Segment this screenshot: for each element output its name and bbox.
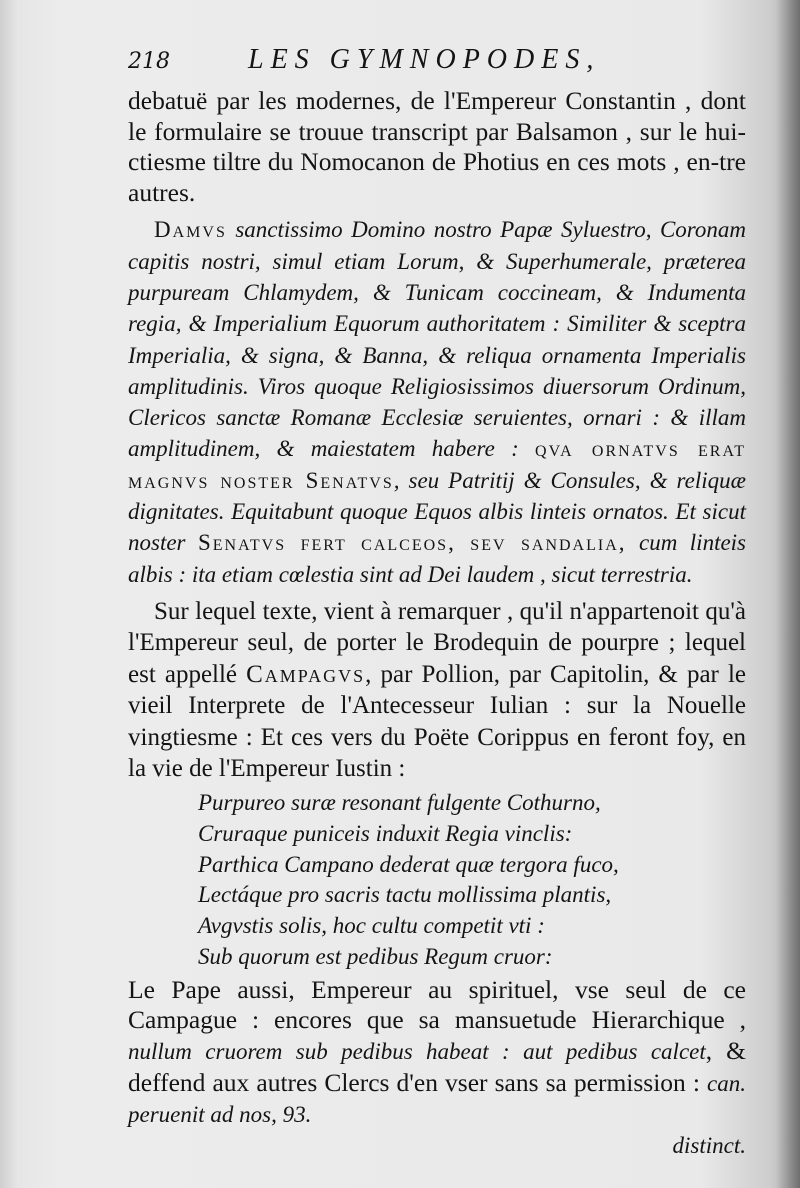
paragraph2-caps: Campagvs [246, 660, 366, 688]
verse-line: Purpureo suræ resonant fulgente Cothurno, [198, 790, 601, 816]
latin-caps-1: qva ornatvs erat magnvs noster Senatvs [128, 436, 747, 493]
verse-line: Lectáque pro sacris tactu mollissima plantis, [198, 882, 612, 908]
page-header [128, 44, 746, 86]
paragraph-pope [128, 975, 746, 1162]
latin-text-2: , seu Patritij & Consules, & reliquæ dignitates. Equitabunt quoque Equos albis linteis ornatos. Et sicut noster [128, 467, 746, 556]
page-content [128, 44, 746, 1161]
paragraph-intro: debatuë par les modernes, de l'Empereur Constantin , dont le formulaire se trouue transcript par Balsamon , sur le hui-ctiesme tiltre du Nomocanon de Photius en ces mots , en-tre autres. [128, 86, 746, 207]
latin-quotation [128, 214, 746, 590]
paragraph3-last-line: distinct. [672, 1133, 746, 1159]
running-title: LES GYMNOPODES, [248, 44, 601, 75]
paragraph3-text-2: , & deffend aux autres Clercs d'en vser sans sa permission : [128, 1036, 746, 1097]
verse-line: Avgvstis solis, hoc cultu competit vti : [198, 913, 545, 939]
page-edge-shadow [776, 0, 800, 1188]
paragraph2-text-2: , par Pollion, par Capitolin, & par le vieil Interprete de l'Antecesseur Iulian : sur la Nouelle vingtiesme : Et ces vers du Poëte Corippus en feront foy, en la vie de l'Empereur Iustin : [128, 660, 746, 782]
latin-caps-2: Senatvs fert calceos, sev sandalia, [197, 530, 627, 556]
latin-text-3: cum linteis albis : ita etiam cœlestia sint ad Dei laudem , sicut terrestria. [128, 530, 747, 587]
paragraph3-text-1: Le Pape aussi, Empereur au spirituel, vse seul de ce Campague : encores que sa mansuetude Hierarchique , [128, 974, 746, 1035]
latin-lead-word: Damvs [154, 217, 227, 243]
paragraph3-italic-2: can. peruenit ad nos, 93. [128, 1070, 746, 1128]
verse-line: Cruraque puniceis induxit Regia vinclis: [198, 821, 573, 847]
paragraph2-text-1: Sur lequel texte, vient à remarquer , qu'il n'appartenoit qu'à l'Empereur seul, de porter le Brodequin de pourpre ; lequel est appellé [128, 597, 746, 688]
verse-line: Parthica Campano dederat quæ tergora fuco, [198, 851, 619, 877]
page-number: 218 [128, 49, 170, 74]
verse-block [198, 788, 746, 972]
paragraph-commentary [128, 596, 746, 784]
latin-text-1: sanctissimo Domino nostro Papæ Syluestro, Coronam capitis nostri, simul etiam Lorum, & Superhumerale, præterea purpuream Chlamydem, & Tunicam coccineam, & Indumenta regia, & Imperialium Equorum authoritatem : Similiter & sceptra Imperialia, & signa, & Banna, & reliqua ornamenta Imperialis amplitudinis. Viros quoque Religiosissimos diuersorum Ordinum, Clericos sanctæ Romanæ Ecclesiæ seruientes, ornari : & illam amplitudinem, & maiestatem habere : [128, 217, 746, 462]
verse-line: Sub quorum est pedibus Regum cruor: [198, 943, 553, 969]
paragraph3-italic-1: nullum cruorem sub pedibus habeat : aut pedibus calcet [128, 1039, 706, 1064]
